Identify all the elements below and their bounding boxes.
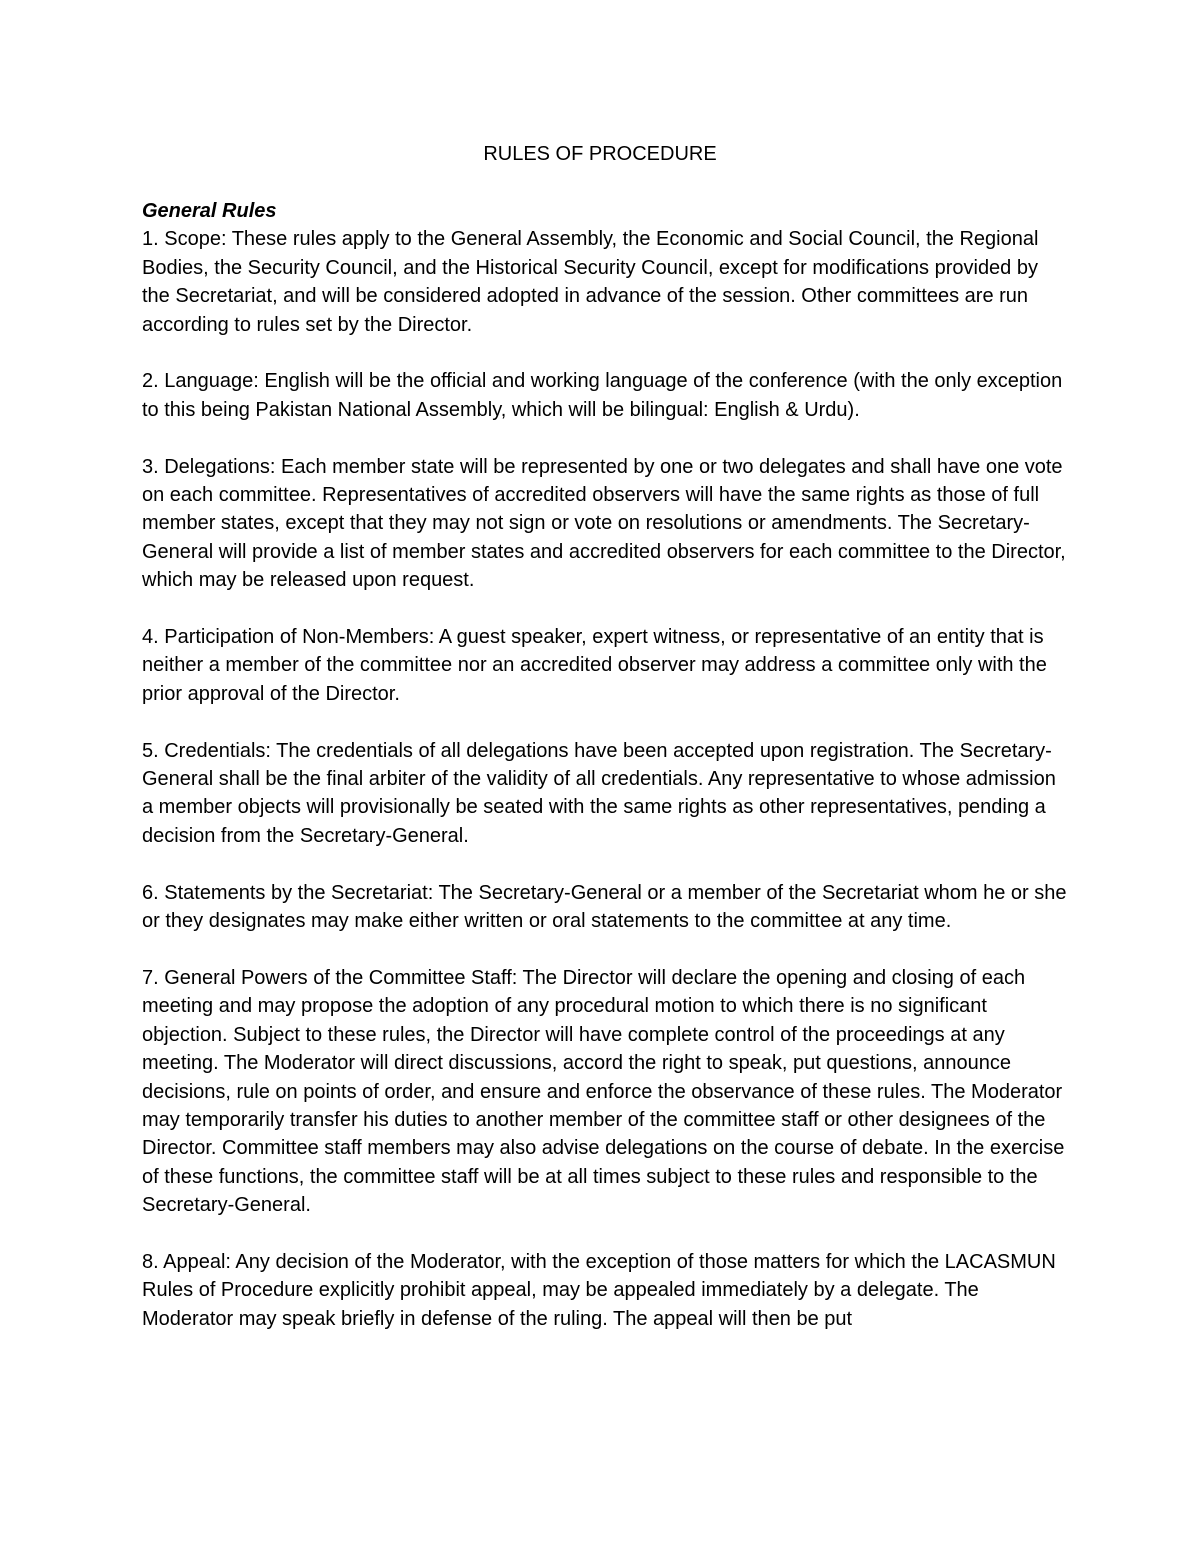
- rule-8-appeal: 8. Appeal: Any decision of the Moderator, with the exception of those matters for which the LACASMUN Rules of Procedure explicitly prohibit appeal, may be appealed immediately by a delegate. The Moderator may speak briefly in defense of the ruling. The appeal will then be put: [142, 1250, 1056, 1330]
- document-body: [142, 197, 1067, 1333]
- rule-1-scope: 1. Scope: These rules apply to the General Assembly, the Economic and Social Council, the Regional Bodies, the Security Council, and the Historical Security Council, except for modifications provided by the Secretariat, and will be considered adopted in advance of the session. Other committees are run according to rules set by the Director.: [142, 228, 1039, 336]
- rule-2-language: 2. Language: English will be the official and working language of the conference (with the only exception to this being Pakistan National Assembly, which will be bilingual: English & Urdu).: [142, 370, 1063, 421]
- rule-3-delegations: 3. Delegations: Each member state will be represented by one or two delegates and shall have one vote on each committee. Representatives of accredited observers will have the same rights as those of full member states, except that they may not sign or vote on resolutions or amendments. The Secretary-General will provide a list of member states and accredited observers for each committee to the Director, which may be released upon request.: [142, 455, 1066, 592]
- section-heading-general-rules: General Rules: [142, 200, 277, 222]
- rule-6-statements-secretariat: 6. Statements by the Secretariat: The Secretary-General or a member of the Secretariat whom he or she or they designates may make either written or oral statements to the committee at any time.: [142, 881, 1067, 933]
- rule-7-general-powers: 7. General Powers of the Committee Staff: The Director will declare the opening and closing of each meeting and may propose the adoption of any procedural motion to which there is no significant objection. Subject to these rules, the Director will have complete control of the proceedings at any meeting. The Moderator will direct discussions, accord the right to speak, put questions, announce decisions, rule on points of order, and ensure and enforce the observance of these rules. The Moderator may temporarily transfer his duties to another member of the committee staff or other designees of the Director. Committee staff members may also advise delegations on the course of debate. In the exercise of these functions, the committee staff will be at all times subject to these rules and responsible to the Secretary-General.: [142, 966, 1065, 1217]
- rule-4-participation-non-members: 4. Participation of Non-Members: A guest speaker, expert witness, or representative of an entity that is neither a member of the committee nor an accredited observer may address a committee only with the prior approval of the Director.: [142, 626, 1047, 705]
- document-title: RULES OF PROCEDURE: [483, 143, 717, 165]
- rule-5-credentials: 5. Credentials: The credentials of all delegations have been accepted upon registration. The Secretary-General shall be the final arbiter of the validity of all credentials. Any representative to whose admission a member objects will provisionally be seated with the same rights as other representatives, pending a decision from the Secretary-General.: [142, 739, 1056, 847]
